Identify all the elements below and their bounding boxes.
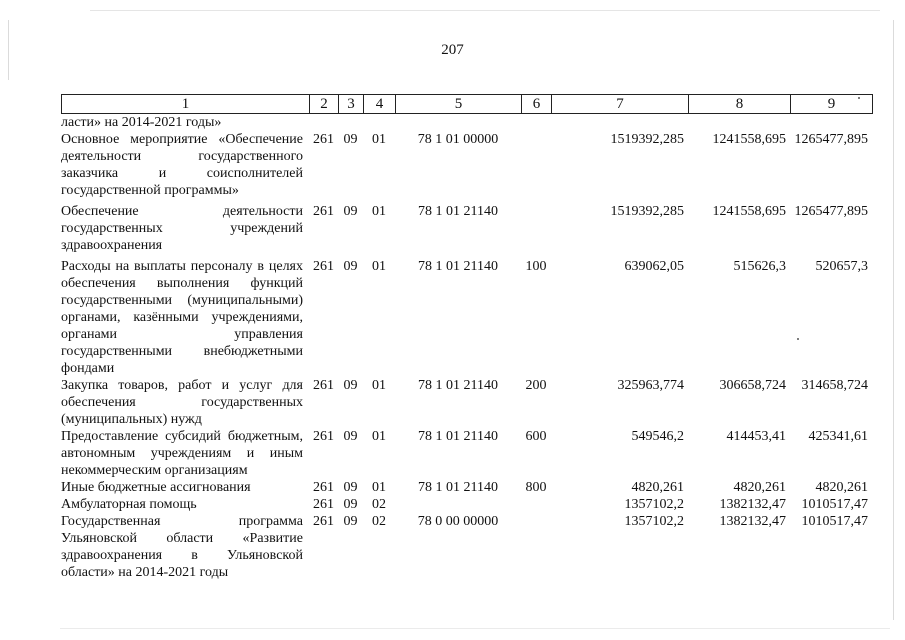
row-name: Предоставление субсидий бюджетным, автономным учреждениям и иным некоммерческим организациям	[61, 429, 303, 478]
cell-admin: 261	[313, 429, 334, 444]
cell-subsection: 01	[372, 204, 386, 219]
cell-subsection: 01	[372, 480, 386, 495]
cell-expense-type	[521, 203, 551, 254]
cell-subsection: 02	[372, 514, 386, 529]
row-name: Государственная программа Ульяновской области «Развитие здравоохранения в Ульяновской области» на 2014-2021 годы	[61, 514, 303, 580]
table-row	[61, 496, 872, 513]
cell-admin: 261	[313, 480, 334, 495]
cell-amount-3: 1265477,895	[794, 132, 868, 147]
cell-target: 78 0 00 00000	[417, 514, 499, 529]
cell-target: 78 1 01 21140	[418, 480, 498, 495]
column-header: 1	[62, 95, 310, 114]
cell-section: 09	[343, 378, 358, 393]
column-header: 6	[522, 95, 552, 114]
cell-target: 78 1 01 21140	[418, 378, 498, 393]
cell-amount-3: 1265477,895	[794, 204, 868, 219]
column-header: 7	[552, 95, 689, 114]
column-header: 2	[310, 95, 339, 114]
table-row	[61, 513, 872, 581]
column-header: 5	[396, 95, 522, 114]
table-row	[61, 479, 872, 496]
scan-edge-top	[90, 10, 880, 11]
column-header: 3	[339, 95, 364, 114]
row-name: Обеспечение деятельности государственных учреждений здравоохранения	[61, 204, 303, 253]
cell-amount-1: 639062,05	[624, 259, 684, 274]
cell-amount-1: 1519392,285	[610, 204, 684, 219]
table-row	[61, 203, 872, 254]
cell-expense-type: 800	[525, 480, 547, 495]
scan-edge-bottom	[60, 628, 890, 629]
budget-table	[61, 114, 872, 581]
row-name: Закупка товаров, работ и услуг для обеспечения государственных (муниципальных) нужд	[61, 378, 303, 427]
cell-expense-type: 100	[525, 259, 547, 274]
cell-subsection: 01	[372, 259, 386, 274]
cell-amount-2: 414453,41	[726, 429, 786, 444]
cell-admin: 261	[313, 378, 334, 393]
cell-amount-3: 425341,61	[808, 429, 868, 444]
column-header: 4	[364, 95, 396, 114]
cell-expense-type	[521, 496, 551, 513]
cell-target: 78 1 01 21140	[418, 204, 498, 219]
cell-section: 09	[343, 204, 358, 219]
cell-amount-3: 520657,3	[815, 259, 868, 274]
table-row	[61, 258, 872, 377]
table-row	[61, 131, 872, 199]
cell-section: 09	[343, 514, 358, 529]
cell-amount-3: 4820,261	[815, 480, 868, 495]
cell-section: 09	[343, 480, 358, 495]
cell-amount-2: 1241558,695	[712, 132, 786, 147]
cell-amount-2: 1382132,47	[719, 514, 786, 529]
cell-subsection: 02	[372, 497, 386, 512]
cell-expense-type	[521, 131, 551, 199]
cell-amount-3: 1010517,47	[801, 514, 868, 529]
cell-admin: 261	[313, 204, 334, 219]
cell-amount-2: 515626,3	[733, 259, 786, 274]
cell-expense-type: 600	[525, 429, 547, 444]
cell-expense-type: 200	[525, 378, 547, 393]
cell-target: 78 1 01 21140	[418, 429, 498, 444]
cell-amount-1: 1357102,2	[624, 514, 684, 529]
cell-subsection: 01	[372, 132, 386, 147]
cell-amount-3: 1010517,47	[801, 497, 868, 512]
cell-admin: 261	[313, 514, 334, 529]
speck	[797, 338, 799, 340]
cell-amount-2: 306658,724	[719, 378, 786, 393]
cell-amount-1: 1357102,2	[624, 497, 684, 512]
cell-subsection: 01	[372, 378, 386, 393]
page-number: 207	[441, 42, 464, 58]
cell-section: 09	[343, 497, 358, 512]
table-row	[61, 428, 872, 479]
scan-edge-right	[893, 20, 894, 620]
cell-amount-3: 314658,724	[801, 378, 868, 393]
table-row	[61, 377, 872, 428]
cell-section: 09	[343, 132, 358, 147]
table-row	[61, 114, 872, 131]
column-header: 8	[689, 95, 791, 114]
column-header: 9	[791, 95, 873, 114]
row-name: Расходы на выплаты персоналу в целях обеспечения выполнения функций государственными (муниципальными) органами, казёнными учреждениями, органами управления государственными внебюджетными фондами	[61, 259, 303, 376]
cell-target	[395, 496, 521, 513]
cell-amount-1: 4820,261	[631, 480, 684, 495]
speck	[858, 97, 860, 99]
cell-subsection: 01	[372, 429, 386, 444]
cell-amount-1: 1519392,285	[610, 132, 684, 147]
cell-target: 78 1 01 21140	[418, 259, 498, 274]
table-header	[61, 94, 873, 114]
cell-admin: 261	[313, 497, 334, 512]
cell-admin: 261	[313, 132, 334, 147]
cell-amount-2: 1382132,47	[719, 497, 786, 512]
cell-expense-type	[521, 513, 551, 581]
cell-section: 09	[343, 259, 358, 274]
row-name: Амбулаторная помощь	[61, 497, 197, 512]
row-name: Иные бюджетные ассигнования	[61, 480, 251, 495]
cell-amount-2: 1241558,695	[712, 204, 786, 219]
cell-amount-1: 549546,2	[631, 429, 684, 444]
cell-amount-1: 325963,774	[617, 378, 684, 393]
row-name: Основное мероприятие «Обеспечение деятельности государственного заказчика и соисполнителей государственной программы»	[61, 132, 303, 198]
scan-edge-left	[8, 20, 9, 80]
cell-admin: 261	[313, 259, 334, 274]
header-row	[62, 95, 873, 114]
cell-section: 09	[343, 429, 358, 444]
cell-target: 78 1 01 00000	[417, 132, 499, 147]
cell-amount-2: 4820,261	[733, 480, 786, 495]
row-name: ласти» на 2014-2021 годы»	[61, 115, 222, 130]
